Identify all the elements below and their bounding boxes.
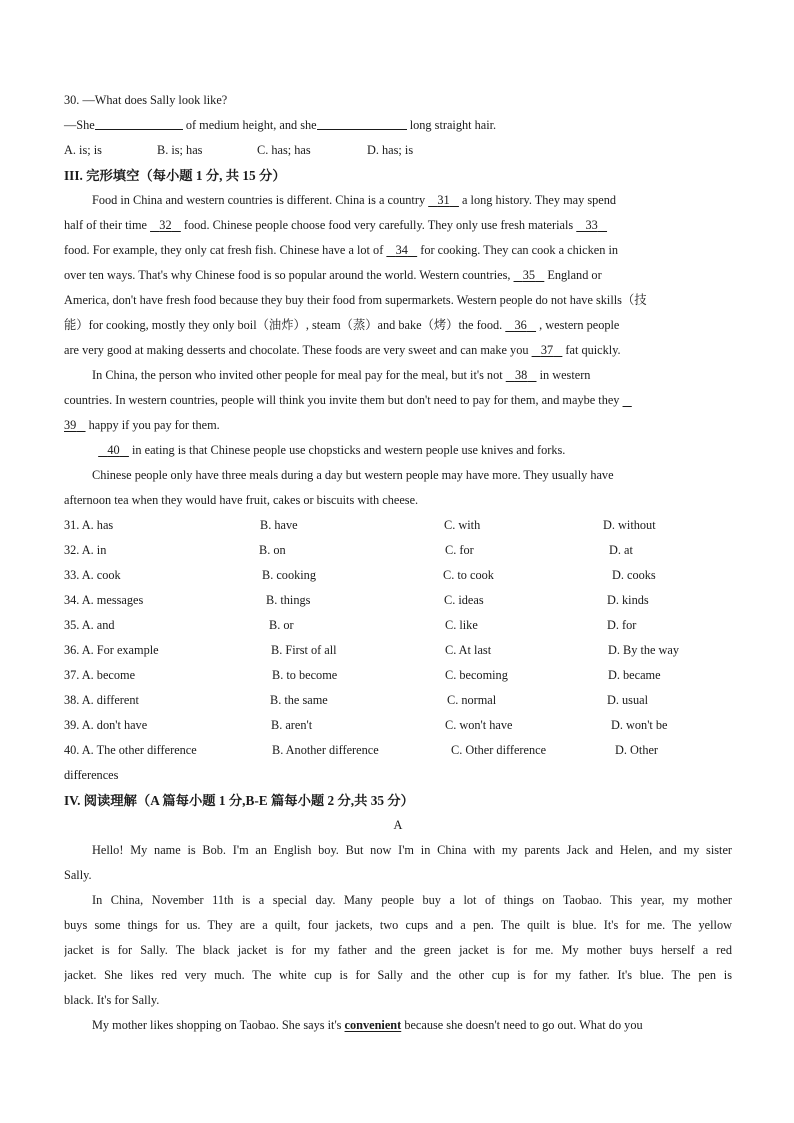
option-37-a[interactable]: 37. A. become bbox=[64, 668, 136, 682]
option-31-a[interactable]: 31. A. has bbox=[64, 518, 114, 532]
cloze-line-9: countries. In western countries, people will think you invite them but don't need to pay for them, and maybe they bbox=[64, 393, 620, 407]
option-34-b[interactable]: B. things bbox=[266, 593, 311, 607]
option-38-b[interactable]: B. the same bbox=[270, 693, 328, 707]
question-32 bbox=[64, 538, 732, 563]
option-36-b[interactable]: B. First of all bbox=[271, 643, 337, 657]
cloze-line-1: Food in China and western countries is different. China is a country 31 a long history. They may spend bbox=[64, 188, 732, 213]
option-32-d[interactable]: D. at bbox=[609, 543, 633, 557]
option-35-b[interactable]: B. or bbox=[269, 618, 294, 632]
option-35-d[interactable]: D. for bbox=[607, 618, 637, 632]
cloze-line-7: are very good at making desserts and chocolate. These foods are very sweet and can make you 37 fat quickly. bbox=[64, 338, 732, 363]
passage-a-line-4: buys some things for us. They are a quilt, four jackets, two cups and a pen. The quilt is blue. It's for me. The yellow bbox=[64, 918, 732, 932]
question-39 bbox=[64, 713, 732, 738]
blank-31[interactable]: 31 bbox=[437, 193, 450, 207]
passage-a-line-8: My mother likes shopping on Taobao. She says it's convenient because she doesn't need to go out. What do you bbox=[92, 1018, 643, 1032]
option-38-a[interactable]: 38. A. different bbox=[64, 693, 139, 707]
option-36-a[interactable]: 36. A. For example bbox=[64, 643, 159, 657]
cloze-line-13: afternoon tea when they would have fruit, cakes or biscuits with cheese. bbox=[64, 493, 419, 507]
section-3-heading: III. 完形填空（每小题 1 分, 共 15 分） bbox=[64, 168, 286, 183]
option-32-c[interactable]: C. for bbox=[445, 543, 474, 557]
option-40-c[interactable]: C. Other difference bbox=[451, 743, 547, 757]
option-38-d[interactable]: D. usual bbox=[607, 693, 648, 707]
blank-36[interactable]: 36 bbox=[514, 318, 527, 332]
passage-a-line-2: Sally. bbox=[64, 868, 92, 882]
convenient-keyword: convenient bbox=[344, 1018, 402, 1032]
blank-34[interactable]: 34 bbox=[395, 243, 408, 257]
q30-option-d[interactable]: D. has; is bbox=[367, 143, 414, 157]
worksheet-page bbox=[64, 88, 732, 1038]
section-4-heading: IV. 阅读理解（A 篇每小题 1 分,B-E 篇每小题 2 分,共 35 分） bbox=[64, 793, 414, 808]
blank-38[interactable]: 38 bbox=[514, 368, 528, 382]
option-39-b[interactable]: B. aren't bbox=[271, 718, 313, 732]
blank-35[interactable]: 35 bbox=[522, 268, 536, 282]
option-33-c[interactable]: C. to cook bbox=[443, 568, 494, 582]
passage-a-line-5: jacket is for Sally. The black jacket is for my father and the green jacket is for me. My mother buys herself a red bbox=[64, 943, 732, 957]
option-36-d[interactable]: D. By the way bbox=[608, 643, 680, 657]
option-37-c[interactable]: C. becoming bbox=[445, 668, 508, 682]
question-37 bbox=[64, 663, 732, 688]
option-39-d[interactable]: D. won't be bbox=[611, 718, 668, 732]
option-39-a[interactable]: 39. A. don't have bbox=[64, 718, 148, 732]
q30-options bbox=[64, 138, 732, 163]
option-35-c[interactable]: C. like bbox=[445, 618, 478, 632]
option-38-c[interactable]: C. normal bbox=[447, 693, 497, 707]
q30-blank-2[interactable] bbox=[317, 116, 407, 130]
passage-a-line-3: In China, November 11th is a special day. Many people buy a lot of things on Taobao. This year, my mother bbox=[92, 893, 732, 907]
option-32-a[interactable]: 32. A. in bbox=[64, 543, 107, 557]
cloze-line-5: America, don't have fresh food because they buy their food from supermarkets. Western people do not have skills（技 bbox=[64, 293, 647, 307]
q30-option-c[interactable]: C. has; has bbox=[257, 143, 311, 157]
option-34-a[interactable]: 34. A. messages bbox=[64, 593, 144, 607]
question-38 bbox=[64, 688, 732, 713]
passage-a-line-1: Hello! My name is Bob. I'm an English boy. But now I'm in China with my parents Jack and Helen, and my sister bbox=[92, 843, 732, 857]
option-31-c[interactable]: C. with bbox=[444, 518, 481, 532]
q30-answer-line: —She of medium height, and she long straight hair. bbox=[64, 118, 497, 132]
option-34-c[interactable]: C. ideas bbox=[444, 593, 484, 607]
option-34-d[interactable]: D. kinds bbox=[607, 593, 649, 607]
blank-40[interactable]: 40 bbox=[107, 443, 120, 457]
option-32-b[interactable]: B. on bbox=[259, 543, 286, 557]
question-40 bbox=[64, 738, 732, 763]
q30-option-a[interactable]: A. is; is bbox=[64, 143, 102, 157]
option-33-b[interactable]: B. cooking bbox=[262, 568, 316, 582]
option-33-a[interactable]: 33. A. cook bbox=[64, 568, 121, 582]
cloze-line-12: Chinese people only have three meals during a day but western people may have more. They usually have bbox=[92, 468, 614, 482]
passage-a-line-6: jacket. She likes red very much. The white cup is for Sally and the other cup is for my father. It's blue. The pen is bbox=[64, 968, 732, 982]
question-40-wrap: differences bbox=[64, 768, 119, 782]
option-37-d[interactable]: D. became bbox=[608, 668, 661, 682]
option-31-d[interactable]: D. without bbox=[603, 518, 656, 532]
cloze-line-11: 40 in eating is that Chinese people use chopsticks and western people use knives and forks. bbox=[64, 438, 732, 463]
cloze-line-6: 能）for cooking, mostly they only boil（油炸）, steam（蒸）and bake（烤）the food. 36 , western people bbox=[64, 313, 732, 338]
option-40-a[interactable]: 40. A. The other difference bbox=[64, 743, 197, 757]
question-33 bbox=[64, 563, 732, 588]
q30-blank-1[interactable] bbox=[95, 116, 183, 130]
option-35-a[interactable]: 35. A. and bbox=[64, 618, 115, 632]
question-34 bbox=[64, 588, 732, 613]
option-40-d[interactable]: D. Other bbox=[615, 743, 659, 757]
question-35 bbox=[64, 613, 732, 638]
blank-33[interactable]: 33 bbox=[585, 218, 598, 232]
cloze-line-10: 39 happy if you pay for them. bbox=[64, 413, 732, 438]
cloze-line-2: half of their time 32 food. Chinese people choose food very carefully. They only use fresh materials 33 bbox=[64, 213, 732, 238]
option-39-c[interactable]: C. won't have bbox=[445, 718, 513, 732]
passage-a-label: A bbox=[393, 818, 403, 832]
cloze-line-3: food. For example, they only cat fresh fish. Chinese have a lot of 34 for cooking. They can cook a chicken in bbox=[64, 238, 732, 263]
option-40-b[interactable]: B. Another difference bbox=[272, 743, 379, 757]
q30-option-b[interactable]: B. is; has bbox=[157, 143, 203, 157]
option-31-b[interactable]: B. have bbox=[260, 518, 298, 532]
option-36-c[interactable]: C. At last bbox=[445, 643, 492, 657]
q30-question: 30. —What does Sally look like? bbox=[64, 93, 228, 107]
blank-39[interactable]: 39 bbox=[64, 418, 77, 432]
cloze-line-4: over ten ways. That's why Chinese food is so popular around the world. Western countries, 35 England or bbox=[64, 263, 732, 288]
question-36 bbox=[64, 638, 732, 663]
option-37-b[interactable]: B. to become bbox=[272, 668, 338, 682]
question-31 bbox=[64, 513, 732, 538]
blank-32[interactable]: 32 bbox=[159, 218, 172, 232]
passage-a-line-7: black. It's for Sally. bbox=[64, 993, 160, 1007]
cloze-line-8: In China, the person who invited other people for meal pay for the meal, but it's not 38 in western bbox=[64, 363, 732, 388]
blank-37[interactable]: 37 bbox=[540, 343, 554, 357]
option-33-d[interactable]: D. cooks bbox=[612, 568, 656, 582]
